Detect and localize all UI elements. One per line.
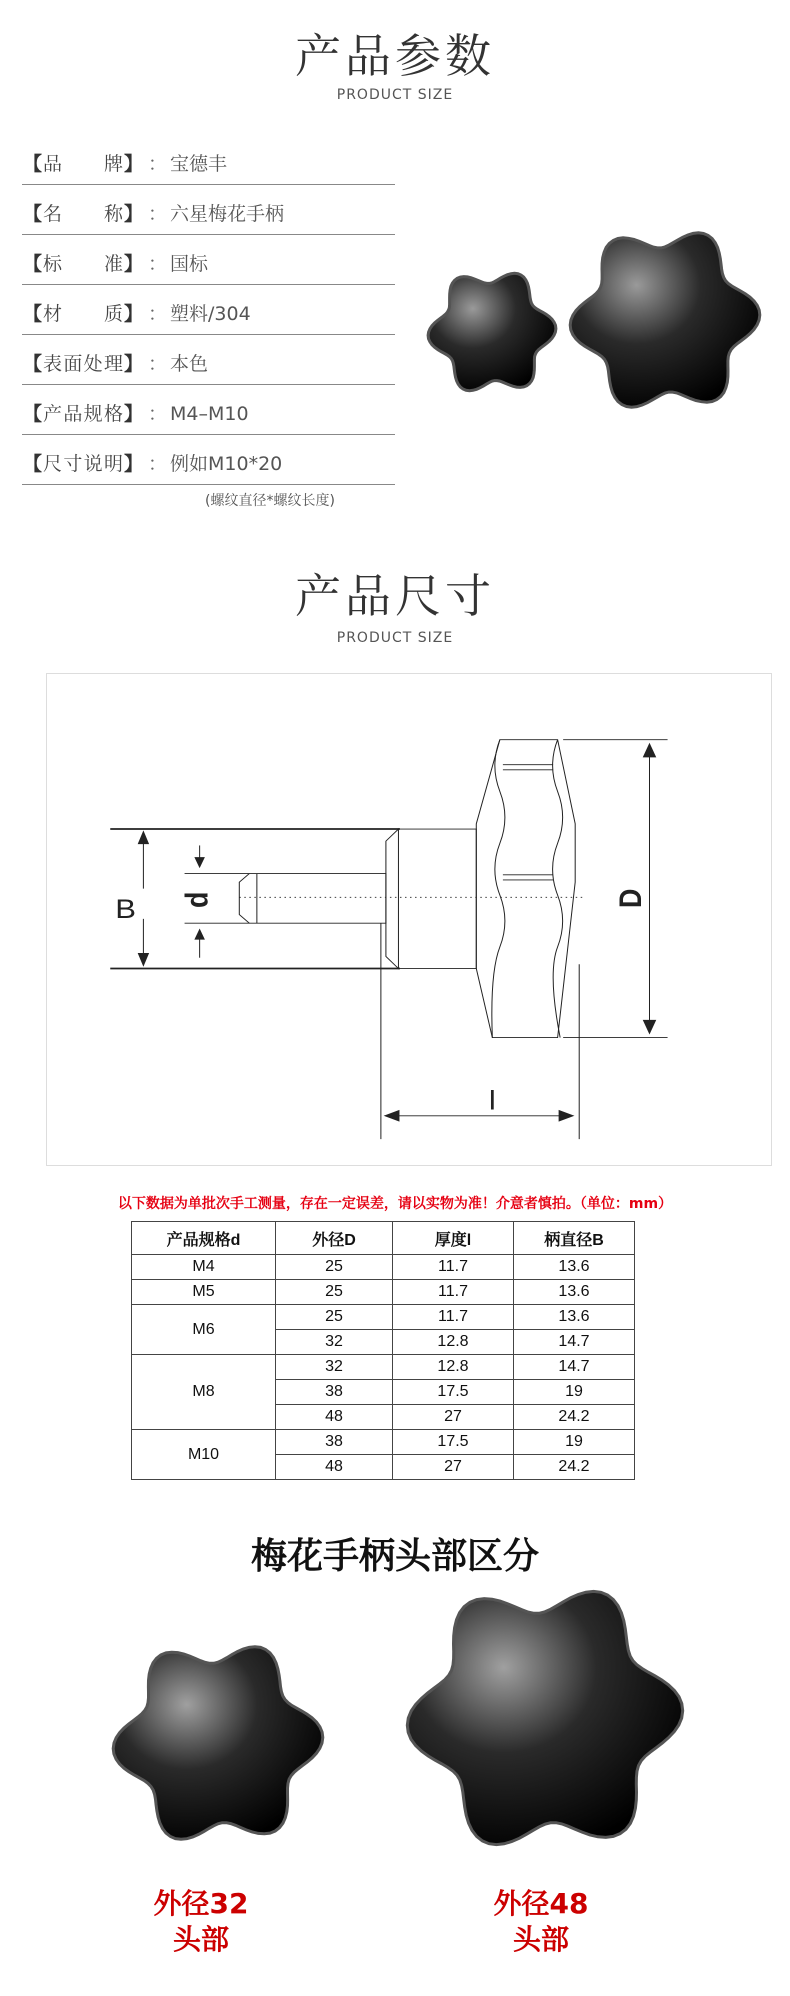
- section-title-heads: 梅花手柄头部区分: [250, 1536, 539, 1577]
- diagram-lines: [110, 740, 667, 1139]
- bracket-open: 【: [22, 203, 42, 225]
- size-table: [131, 1221, 635, 1480]
- section-subtitle-params: PRODUCT SIZE: [336, 87, 454, 103]
- dimension-diagram: [46, 673, 772, 1166]
- table-cell: 24.2: [514, 1405, 635, 1430]
- table-cell: 12.8: [393, 1330, 514, 1355]
- spec-label-text: 表面处理: [43, 353, 123, 375]
- table-cell: 38: [276, 1430, 393, 1455]
- table-cell: 32: [276, 1355, 393, 1380]
- table-cell: 12.8: [393, 1355, 514, 1380]
- spec-label: [22, 453, 144, 475]
- table-cell: 27: [393, 1455, 514, 1480]
- knob-48-icon: [407, 1591, 682, 1844]
- table-cell: 17.5: [393, 1380, 514, 1405]
- table-cell: 19: [514, 1380, 635, 1405]
- bracket-open: 【: [22, 353, 42, 375]
- bracket-open: 【: [22, 253, 42, 275]
- label-d: d: [180, 891, 216, 909]
- bracket-close: 】: [123, 253, 143, 275]
- spec-label-text: 尺寸说明: [43, 453, 123, 475]
- spec-colon: ：: [148, 153, 168, 175]
- head-part-48: 头部: [512, 1923, 569, 1956]
- spec-label: [22, 203, 144, 225]
- head-label-32: [101, 1886, 301, 1958]
- bracket-open: 【: [22, 403, 42, 425]
- bracket-close: 】: [123, 403, 143, 425]
- table-cell: 25: [276, 1305, 393, 1330]
- spec-value: 宝德丰: [170, 153, 228, 175]
- table-cell: 11.7: [393, 1255, 514, 1280]
- spec-value: 本色: [170, 353, 209, 375]
- spec-row: [22, 185, 395, 235]
- table-row: [132, 1430, 635, 1455]
- spec-colon: ：: [148, 303, 168, 325]
- spec-label: [22, 353, 144, 375]
- header-outer-diameter: 外径D: [276, 1222, 393, 1255]
- table-cell: 14.7: [514, 1330, 635, 1355]
- bracket-open: 【: [22, 453, 42, 475]
- table-cell: 17.5: [393, 1430, 514, 1455]
- bracket-close: 】: [123, 153, 143, 175]
- spec-label-text: 标准: [43, 253, 123, 275]
- head-size-32: 外径32: [153, 1887, 249, 1920]
- table-cell: 32: [276, 1330, 393, 1355]
- bracket-close: 】: [123, 203, 143, 225]
- table-cell: 13.6: [514, 1305, 635, 1330]
- table-cell: 14.7: [514, 1355, 635, 1380]
- knob-small-icon: [428, 273, 556, 390]
- knob-32-icon: [113, 1647, 323, 1840]
- bracket-close: 】: [123, 353, 143, 375]
- spec-label: [22, 403, 144, 425]
- header-thickness: 厚度l: [393, 1222, 514, 1255]
- cell-spec: M4: [132, 1255, 276, 1280]
- spec-label: [22, 153, 144, 175]
- spec-row: [22, 385, 395, 435]
- cell-spec: M10: [132, 1430, 276, 1480]
- table-cell: 25: [276, 1255, 393, 1280]
- label-B: B: [115, 894, 137, 925]
- spec-row: [22, 235, 395, 285]
- spec-label-text: 材质: [43, 303, 123, 325]
- spec-colon: ：: [148, 453, 168, 475]
- cell-spec: M5: [132, 1280, 276, 1305]
- bracket-close: 】: [123, 303, 143, 325]
- cell-spec: M8: [132, 1355, 276, 1430]
- header-shank-diameter: 柄直径B: [514, 1222, 635, 1255]
- bracket-open: 【: [22, 303, 42, 325]
- section-subtitle-size: PRODUCT SIZE: [336, 630, 454, 646]
- table-cell: 48: [276, 1405, 393, 1430]
- spec-label-text: 产品规格: [43, 403, 123, 425]
- table-cell: 25: [276, 1280, 393, 1305]
- header-spec: 产品规格d: [132, 1222, 276, 1255]
- table-row: [132, 1280, 635, 1305]
- spec-colon: ：: [148, 253, 168, 275]
- spec-row: [22, 435, 395, 485]
- section-title-params: 产品参数: [295, 29, 495, 83]
- spec-label: [22, 253, 144, 275]
- spec-row: [22, 285, 395, 335]
- spec-note: (螺纹直径*螺纹长度): [205, 493, 335, 509]
- bracket-open: 【: [22, 153, 42, 175]
- head-label-48: [441, 1886, 641, 1958]
- bracket-close: 】: [123, 453, 143, 475]
- spec-value: 例如M10*20: [170, 453, 283, 475]
- spec-value: 国标: [170, 253, 209, 275]
- spec-label: [22, 303, 144, 325]
- table-row: [132, 1355, 635, 1380]
- disclaimer-text: 以下数据为单批次手工测量，存在一定误差，请以实物为准！介意者慎拍。（单位：mm）: [117, 1196, 673, 1212]
- table-cell: 27: [393, 1405, 514, 1430]
- product-photo-top: [420, 220, 770, 420]
- head-size-48: 外径48: [493, 1887, 589, 1920]
- table-cell: 13.6: [514, 1280, 635, 1305]
- table-cell: 19: [514, 1430, 635, 1455]
- table-cell: 24.2: [514, 1455, 635, 1480]
- spec-row: [22, 135, 395, 185]
- label-D: D: [614, 888, 649, 909]
- table-cell: 11.7: [393, 1280, 514, 1305]
- spec-value: 六星梅花手柄: [170, 203, 285, 225]
- spec-label-text: 品牌: [43, 153, 123, 175]
- spec-value: M4–M10: [170, 403, 249, 425]
- head-part-32: 头部: [172, 1923, 229, 1956]
- spec-colon: ：: [148, 203, 168, 225]
- cell-spec: M6: [132, 1305, 276, 1355]
- table-row: [132, 1255, 635, 1280]
- head-photos: [100, 1580, 700, 1860]
- label-l: l: [488, 1086, 496, 1117]
- spec-row: [22, 335, 395, 385]
- table-cell: 48: [276, 1455, 393, 1480]
- table-row: [132, 1305, 635, 1330]
- section-title-size: 产品尺寸: [295, 569, 495, 623]
- spec-value: 塑料/304: [170, 303, 251, 325]
- table-cell: 38: [276, 1380, 393, 1405]
- spec-label-text: 名称: [43, 203, 123, 225]
- spec-colon: ：: [148, 353, 168, 375]
- knob-large-icon: [570, 233, 760, 407]
- spec-colon: ：: [148, 403, 168, 425]
- table-cell: 11.7: [393, 1305, 514, 1330]
- table-cell: 13.6: [514, 1255, 635, 1280]
